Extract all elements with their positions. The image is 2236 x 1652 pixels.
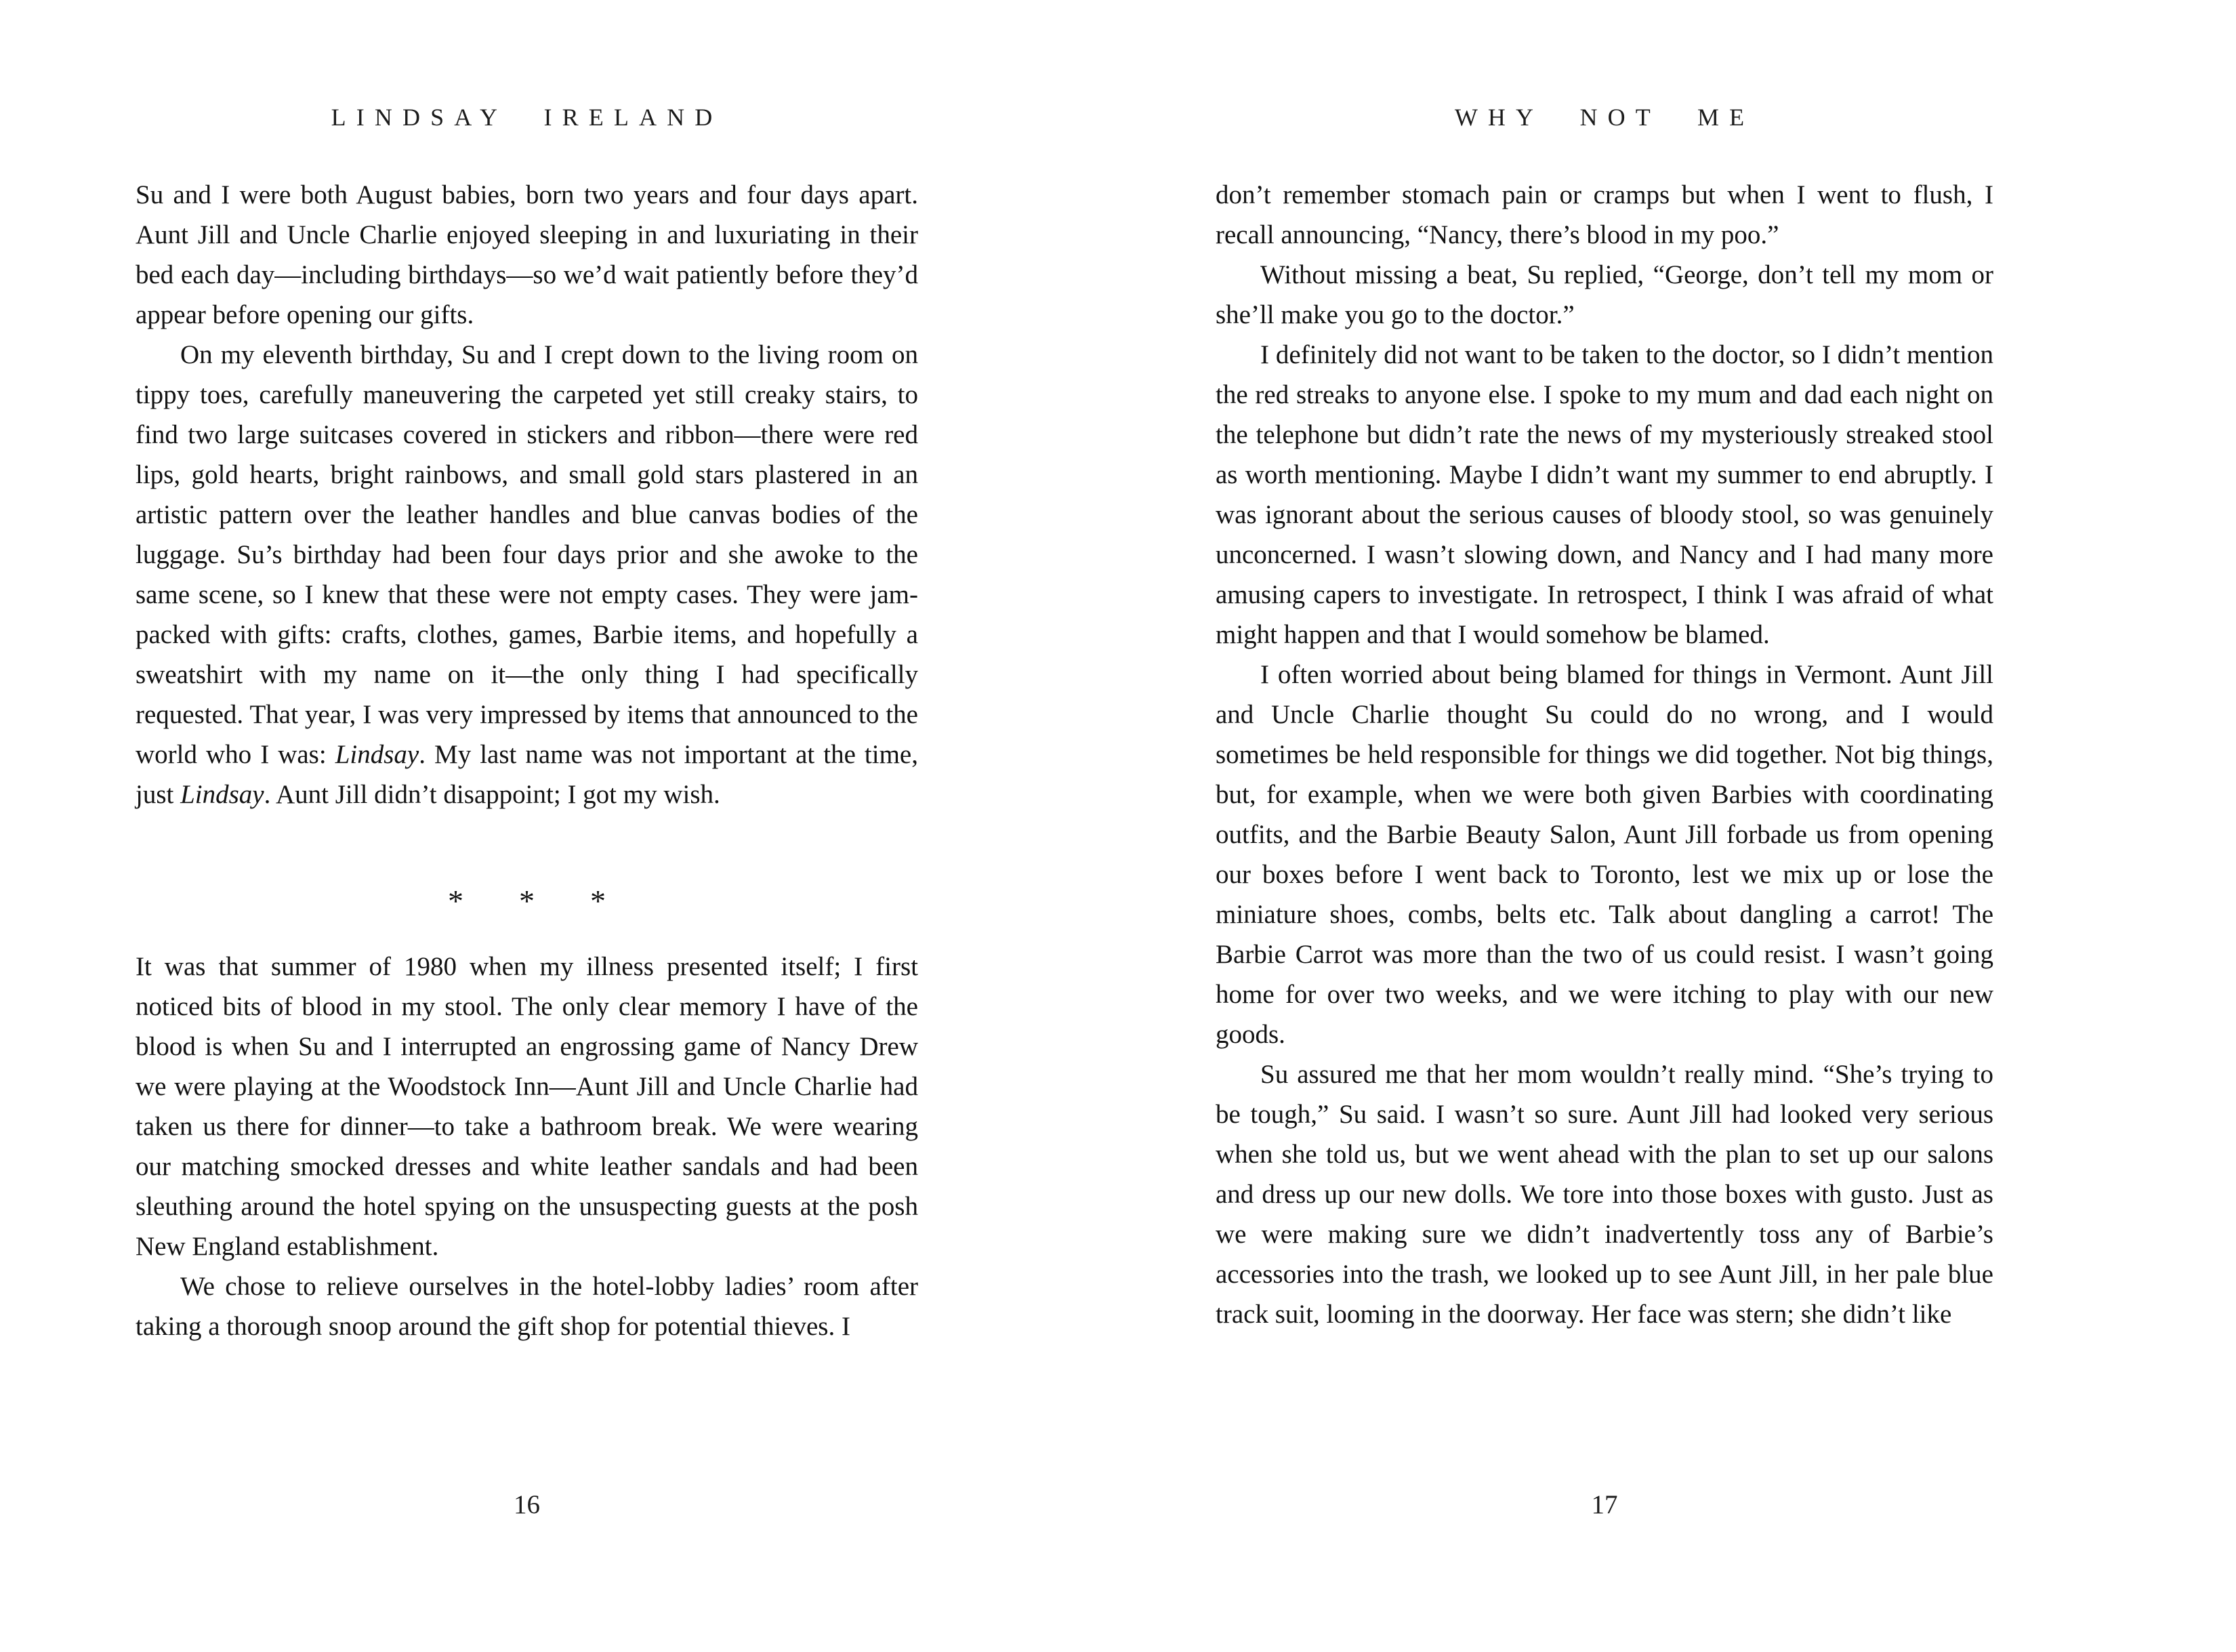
paragraph xyxy=(1216,255,1993,335)
body-text: I definitely did not want to be taken to the doctor, so I didn’t mention the red streaks to anyone else. I spoke to my mum and dad each night on the telephone but didn’t rate the news of my mysteriously streaked stool as worth mentioning. Maybe I didn’t want my summer to end abruptly. I was ignorant about the serious causes of bloody stool, so was genuinely unconcerned. I wasn’t slowing down, and Nancy and I had many more amusing capers to investigate. In retrospect, I think I was afraid of what might happen and that I would somehow be blamed. xyxy=(1216,340,1993,649)
paragraph xyxy=(1216,655,1993,1054)
body-text: It was that summer of 1980 when my illness presented itself; I first noticed bits of blood in my stool. The only clear memory I have of the blood is when Su and I interrupted an engrossing game of Nancy Drew we were playing at the Woodstock Inn—Aunt Jill and Uncle Charlie had taken us there for dinner—to take a bathroom break. We were wearing our matching smocked dresses and white leather sandals and had been sleuthing around the hotel spying on the unsuspecting guests at the posh New England establishment. xyxy=(136,952,918,1261)
section-break xyxy=(136,881,918,921)
asterisk: * xyxy=(448,884,463,918)
right-page-number: 17 xyxy=(1591,1490,1618,1519)
italic-text: Lindsay xyxy=(180,780,264,809)
right-page xyxy=(1118,0,2236,1652)
body-text: . Aunt Jill didn’t disappoint; I got my wish. xyxy=(264,780,720,809)
right-page-text xyxy=(1216,175,1993,1334)
body-text: Su and I were both August babies, born two years and four days apart. Aunt Jill and Uncle Charlie enjoyed sleeping in and luxuriating in their bed each day—including birthdays—so we’d wait patiently before they’d appear before opening our gifts. xyxy=(136,180,918,329)
paragraph xyxy=(136,947,918,1266)
body-text: Su assured me that her mom wouldn’t really mind. “She’s trying to be tough,” Su said. I wasn’t so sure. Aunt Jill had looked very serious when she told us, but we went ahead with the plan to set up our salons and dress up our new dolls. We tore into those boxes with gusto. Just as we were making sure we didn’t inadvertently toss any of Barbie’s accessories into the trash, we looked up to see Aunt Jill, in her pale blue track suit, looming in the doorway. Her face was stern; she didn’t like xyxy=(1216,1060,1993,1329)
right-running-header: WHY NOT ME xyxy=(1454,104,1755,131)
paragraph xyxy=(1216,335,1993,655)
left-page-text xyxy=(136,175,918,1346)
paragraph xyxy=(1216,175,1993,255)
asterisk: * xyxy=(519,884,535,918)
paragraph xyxy=(136,175,918,335)
body-text: I often worried about being blamed for things in Vermont. Aunt Jill and Uncle Charlie thought Su could do no wrong, and I would sometimes be held responsible for things we did together. Not big things, but, for example, when we were both given Barbies with coordinating outfits, and the Barbie Beauty Salon, Aunt Jill forbade us from opening our boxes before I went back to Toronto, lest we mix up or lose the miniature shoes, combs, belts etc. Talk about dangling a carrot! The Barbie Carrot was more than the two of us could resist. I wasn’t going home for over two weeks, and we were itching to play with our new goods. xyxy=(1216,660,1993,1049)
asterisk: * xyxy=(590,884,606,918)
body-text: We chose to relieve ourselves in the hotel-lobby ladies’ room after taking a thorough snoop around the gift shop for potential thieves. I xyxy=(136,1272,918,1341)
paragraph xyxy=(1216,1054,1993,1334)
left-running-header: LINDSAY IRELAND xyxy=(331,104,723,131)
italic-text: Lindsay xyxy=(335,740,419,769)
left-page-number: 16 xyxy=(514,1490,540,1519)
body-text: Without missing a beat, Su replied, “George, don’t tell my mom or she’ll make you go to the doctor.” xyxy=(1216,260,1993,329)
paragraph xyxy=(136,1266,918,1346)
body-text: On my eleventh birthday, Su and I crept down to the living room on tippy toes, carefully maneuvering the carpeted yet still creaky stairs, to find two large suitcases covered in stickers and ribbon—there were red lips, gold hearts, bright rainbows, and small gold stars plastered in an artistic pattern over the leather handles and blue canvas bodies of the luggage. Su’s birthday had been four days prior and she awoke to the same scene, so I knew that these were not empty cases. They were jam-packed with gifts: crafts, clothes, games, Barbie items, and hopefully a sweatshirt with my name on it—the only thing I had specifically requested. That year, I was very impressed by items that announced to the world who I was: xyxy=(136,340,918,769)
paragraph xyxy=(136,335,918,814)
body-text: . My last name was not important at the time, just xyxy=(136,740,918,809)
body-text: don’t remember stomach pain or cramps but when I went to flush, I recall announcing, “Nancy, there’s blood in my poo.” xyxy=(1216,180,1993,249)
